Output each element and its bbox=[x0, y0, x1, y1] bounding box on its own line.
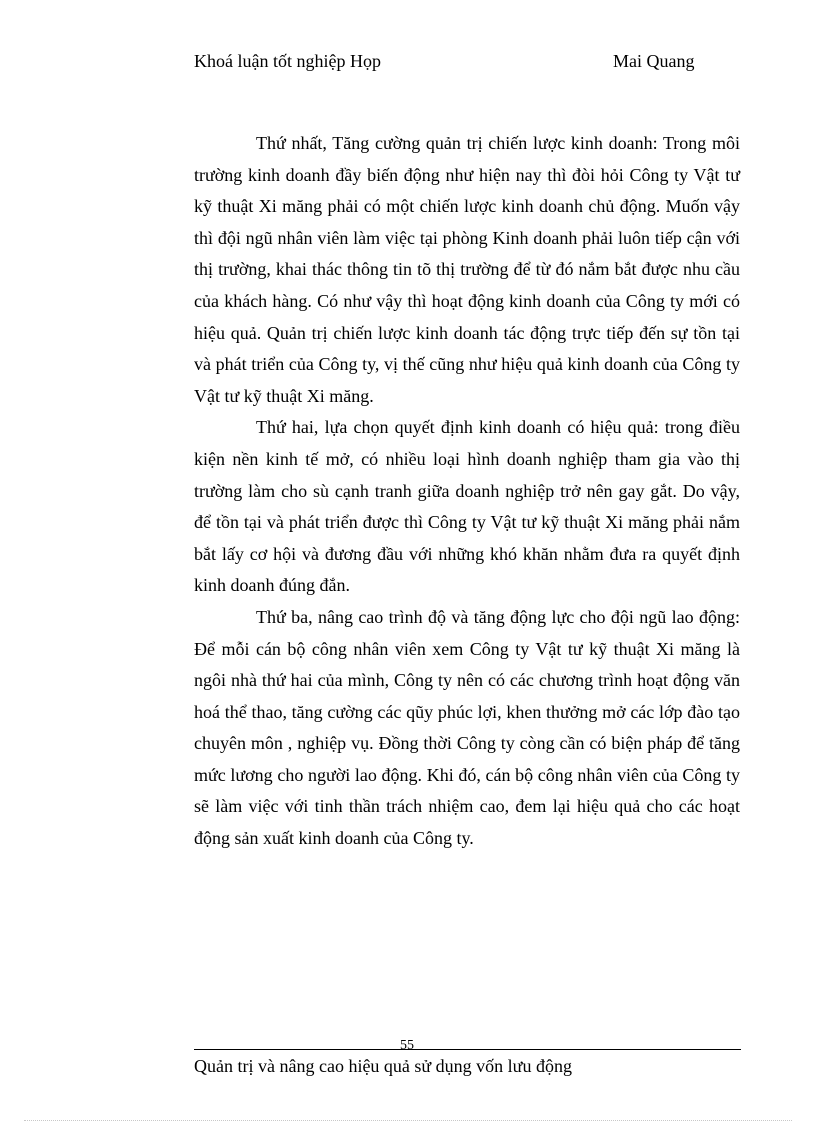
paragraph-3: Thứ ba, nâng cao trình độ và tăng động lực cho đội ngũ lao động: Để mỗi cán bộ công nhân viên xem Công ty Vật tư kỹ thuật Xi măng là ngôi nhà thứ hai của mình, Công ty nên có các chương trình hoạt động văn hoá thể thao, tăng cường các qũy phúc lợi, khen thưởng mở các lớp đào tạo chuyên môn , nghiệp vụ. Đồng thời Công ty còng cần có biện pháp để tăng mức lương cho người lao động. Khi đó, cán bộ công nhân viên của Công ty sẽ làm việc với tinh thần trách nhiệm cao, đem lại hiệu quả cho các hoạt động sản xuất kinh doanh của Công ty. bbox=[194, 606, 740, 849]
header-right-author: Mai Quang bbox=[613, 51, 695, 71]
paragraph-2: Thứ hai, lựa chọn quyết định kinh doanh có hiệu quả: trong điều kiện nền kinh tế mở, có nhiều loại hình doanh nghiệp tham gia vào thị trường làm cho sù cạnh tranh giữa doanh nghiệp trở nên gay gắt. Do vậy, để tồn tại và phát triển được thì Công ty Vật tư kỹ thuật Xi măng phải nắm bắt lấy cơ hội và đương đầu với những khó khăn nhằm đưa ra quyết định kinh doanh đúng đắn. bbox=[194, 417, 740, 596]
document-body bbox=[194, 128, 740, 855]
page-edge bbox=[24, 1120, 792, 1121]
page-number: 55 bbox=[400, 1038, 414, 1053]
header-left-title: Khoá luận tốt nghiệp Họp bbox=[194, 51, 381, 71]
paragraph-1: Thứ nhất, Tăng cường quản trị chiến lược kinh doanh: Trong môi trường kinh doanh đầy biến động như hiện nay thì đòi hỏi Công ty Vật tư kỹ thuật Xi măng phải có một chiến lược kinh doanh chủ động. Muốn vậy thì đội ngũ nhân viên làm việc tại phòng Kinh doanh phải luôn tiếp cận với thị trường, khai thác thông tin tõ thị trường để từ đó nắm bắt được nhu cầu của khách hàng. Có như vậy thì hoạt động kinh doanh của Công ty mới có hiệu quả. Quản trị chiến lược kinh doanh tác động trực tiếp đến sự tồn tại và phát triển của Công ty, vị thế cũng như hiệu quả kinh doanh của Công ty Vật tư kỹ thuật Xi măng. bbox=[194, 133, 740, 406]
footer-divider bbox=[194, 1049, 741, 1050]
footer-title: Quản trị và nâng cao hiệu quả sử dụng vốn lưu động bbox=[194, 1056, 572, 1076]
